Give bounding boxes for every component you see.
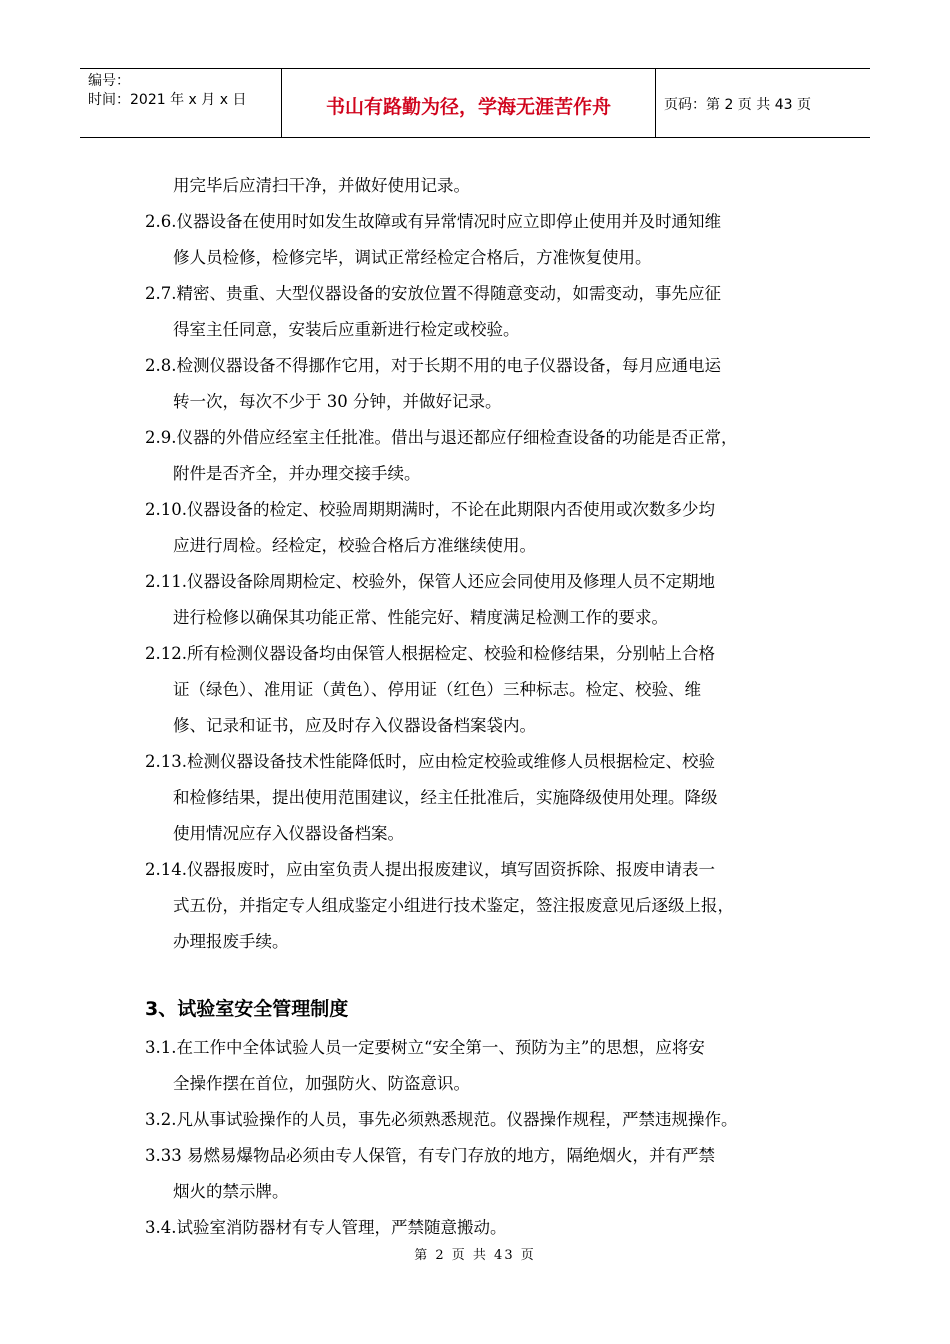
clause-first-line: 3.2.凡从事试验操作的人员，事先必须熟悉规范。仪器操作规程，严禁违规操作。 xyxy=(145,1110,738,1129)
header-page-number: 页码：第 2 页 共 43 页 xyxy=(664,97,811,113)
lead-line: 用完毕后应清扫干净，并做好使用记录。 xyxy=(173,176,470,195)
clause-first-line: 2.9.仪器的外借应经室主任批准。借出与退还都应仔细检查设备的功能是否正常， xyxy=(145,428,738,447)
clause-continuation-line: 修、记录和证书，应及时存入仪器设备档案袋内。 xyxy=(173,716,536,735)
clause-continuation-line: 式五份，并指定专人组成鉴定小组进行技术鉴定，签注报废意见后逐级上报， xyxy=(173,896,734,915)
section-3-title: 3、试验室安全管理制度 xyxy=(145,998,349,1020)
clause-first-line: 3.4.试验室消防器材有专人管理，严禁随意搬动。 xyxy=(145,1218,507,1237)
clause-first-line: 2.6.仪器设备在使用时如发生故障或有异常情况时应立即停止使用并及时通知维 xyxy=(145,212,721,231)
clause-item xyxy=(145,636,817,744)
clause-continuation-line: 得室主任同意，安装后应重新进行检定或校验。 xyxy=(173,320,520,339)
clause-continuation-line: 应进行周检。经检定，校验合格后方准继续使用。 xyxy=(173,536,536,555)
clause-continuation-line: 烟火的禁示牌。 xyxy=(173,1182,289,1201)
clause-item xyxy=(145,1210,817,1246)
clause-continuation-line: 使用情况应存入仪器设备档案。 xyxy=(173,824,404,843)
clause-continuation-line: 证（绿色）、准用证（黄色）、停用证（红色）三种标志。检定、校验、维 xyxy=(173,680,701,699)
clause-item xyxy=(145,492,817,564)
clause-continuation-line: 转一次，每次不少于 30 分钟，并做好记录。 xyxy=(173,392,502,411)
header-number: 编号： xyxy=(88,73,130,89)
clause-continuation-line: 办理报废手续。 xyxy=(173,932,289,951)
clause-item xyxy=(145,1102,817,1138)
clause-first-line: 2.14.仪器报废时，应由室负责人提出报废建议，填写固资拆除、报废申请表一 xyxy=(145,860,715,879)
page-header xyxy=(80,68,870,138)
clause-item xyxy=(145,564,817,636)
clause-item xyxy=(145,744,817,852)
clause-first-line: 3.1.在工作中全体试验人员一定要树立“安全第一、预防为主”的思想，应将安 xyxy=(145,1038,705,1057)
clause-item xyxy=(145,348,817,420)
clause-continuation-line: 附件是否齐全，并办理交接手续。 xyxy=(173,464,421,483)
header-date: 时间：2021 年 x 月 x 日 xyxy=(88,92,247,108)
clause-item xyxy=(145,204,817,276)
clause-item xyxy=(145,420,817,492)
clause-first-line: 2.10.仪器设备的检定、校验周期期满时，不论在此期限内否使用或次数多少均 xyxy=(145,500,715,519)
clause-first-line: 2.12.所有检测仪器设备均由保管人根据检定、校验和检修结果，分别帖上合格 xyxy=(145,644,715,663)
header-motto: 书山有路勤为径，学海无涯苦作舟 xyxy=(282,69,656,137)
clause-first-line: 3.33 易燃易爆物品必须由专人保管，有专门存放的地方，隔绝烟火，并有严禁 xyxy=(145,1146,715,1165)
clause-first-line: 2.7.精密、贵重、大型仪器设备的安放位置不得随意变动，如需变动，事先应征 xyxy=(145,284,721,303)
clause-continuation-line: 全操作摆在首位，加强防火、防盗意识。 xyxy=(173,1074,470,1093)
clause-item xyxy=(145,276,817,348)
clause-continuation-line: 修人员检修，检修完毕，调试正常经检定合格后，方准恢复使用。 xyxy=(173,248,652,267)
clause-continuation-line: 进行检修以确保其功能正常、性能完好、精度满足检测工作的要求。 xyxy=(173,608,668,627)
clause-item xyxy=(145,1138,817,1210)
clause-continuation-line: 和检修结果，提出使用范围建议，经主任批准后，实施降级使用处理。降级 xyxy=(173,788,718,807)
clause-item xyxy=(145,852,817,960)
document-body xyxy=(145,168,817,1246)
section-2-items xyxy=(145,204,817,960)
clause-first-line: 2.8.检测仪器设备不得挪作它用，对于长期不用的电子仪器设备，每月应通电运 xyxy=(145,356,721,375)
clause-first-line: 2.11.仪器设备除周期检定、校验外，保管人还应会同使用及修理人员不定期地 xyxy=(145,572,715,591)
clause-first-line: 2.13.检测仪器设备技术性能降低时，应由检定校验或维修人员根据检定、校验 xyxy=(145,752,715,771)
header-meta xyxy=(80,69,282,137)
clause-item xyxy=(145,1030,817,1102)
page-footer: 第 2 页 共 43 页 xyxy=(414,1248,536,1263)
section-3-items xyxy=(145,1030,817,1246)
